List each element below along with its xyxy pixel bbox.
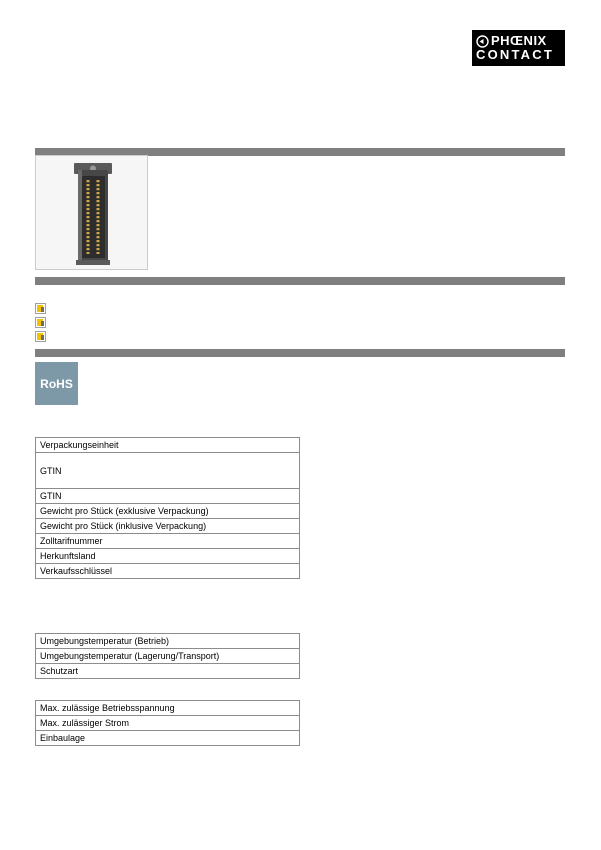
phoenix-contact-logo: [472, 30, 565, 66]
row-label: GTIN: [40, 491, 62, 501]
thumbnail-mark: [41, 321, 44, 326]
row-verpackungseinheit: [36, 438, 299, 453]
row-zolltarifnummer: [36, 534, 299, 549]
connector-illustration: [36, 156, 147, 269]
row-umgebungstemperatur-lagerung: [36, 649, 299, 664]
row-label: Max. zulässiger Strom: [40, 718, 130, 728]
row-label: Max. zulässige Betriebsspannung: [40, 703, 175, 713]
row-gtin-barcode: [36, 453, 299, 489]
row-einbaulage: [36, 731, 299, 746]
environment-data-table: [35, 633, 300, 679]
row-max-betriebsspannung: [36, 701, 299, 716]
row-gtin: [36, 489, 299, 504]
row-gewicht-exklusive: [36, 504, 299, 519]
row-label: Zolltarifnummer: [40, 536, 103, 546]
row-gewicht-inklusive: [36, 519, 299, 534]
row-label: Umgebungstemperatur (Lagerung/Transport): [40, 651, 220, 661]
row-umgebungstemperatur-betrieb: [36, 634, 299, 649]
cad-thumbnail-2[interactable]: [35, 317, 46, 328]
thumbnail-mark: [41, 307, 44, 312]
row-label: Einbaulage: [40, 733, 86, 743]
cad-thumbnail-1[interactable]: [35, 303, 46, 314]
row-label: Gewicht pro Stück (exklusive Verpackung): [40, 506, 209, 516]
logo-text-contact: CONTACT: [476, 47, 554, 62]
electrical-data-table: [35, 700, 300, 746]
row-label: Gewicht pro Stück (inklusive Verpackung): [40, 521, 207, 531]
section-bar-approvals: [35, 349, 565, 357]
thumbnail-mark: [41, 335, 44, 340]
section-bar-details: [35, 277, 565, 285]
phoenix-circle-icon: [476, 35, 489, 48]
row-label: Schutzart: [40, 666, 79, 676]
row-label: GTIN: [40, 465, 62, 476]
cad-thumbnail-3[interactable]: [35, 331, 46, 342]
row-label: Verkaufsschlüssel: [40, 566, 113, 576]
row-schutzart: [36, 664, 299, 679]
row-herkunftsland: [36, 549, 299, 564]
row-label: Herkunftsland: [40, 551, 96, 561]
rohs-badge: [35, 362, 78, 405]
rohs-label: RoHS: [40, 376, 73, 391]
logo-text-phoenix: PHŒNIX: [491, 33, 547, 48]
row-verkaufsschluessel: [36, 564, 299, 579]
logo-row-phoenix: [476, 34, 561, 48]
row-label: Umgebungstemperatur (Betrieb): [40, 636, 170, 646]
product-photo: [35, 155, 148, 270]
row-max-strom: [36, 716, 299, 731]
commercial-data-table: [35, 437, 300, 579]
row-label: Verpackungseinheit: [40, 440, 119, 450]
